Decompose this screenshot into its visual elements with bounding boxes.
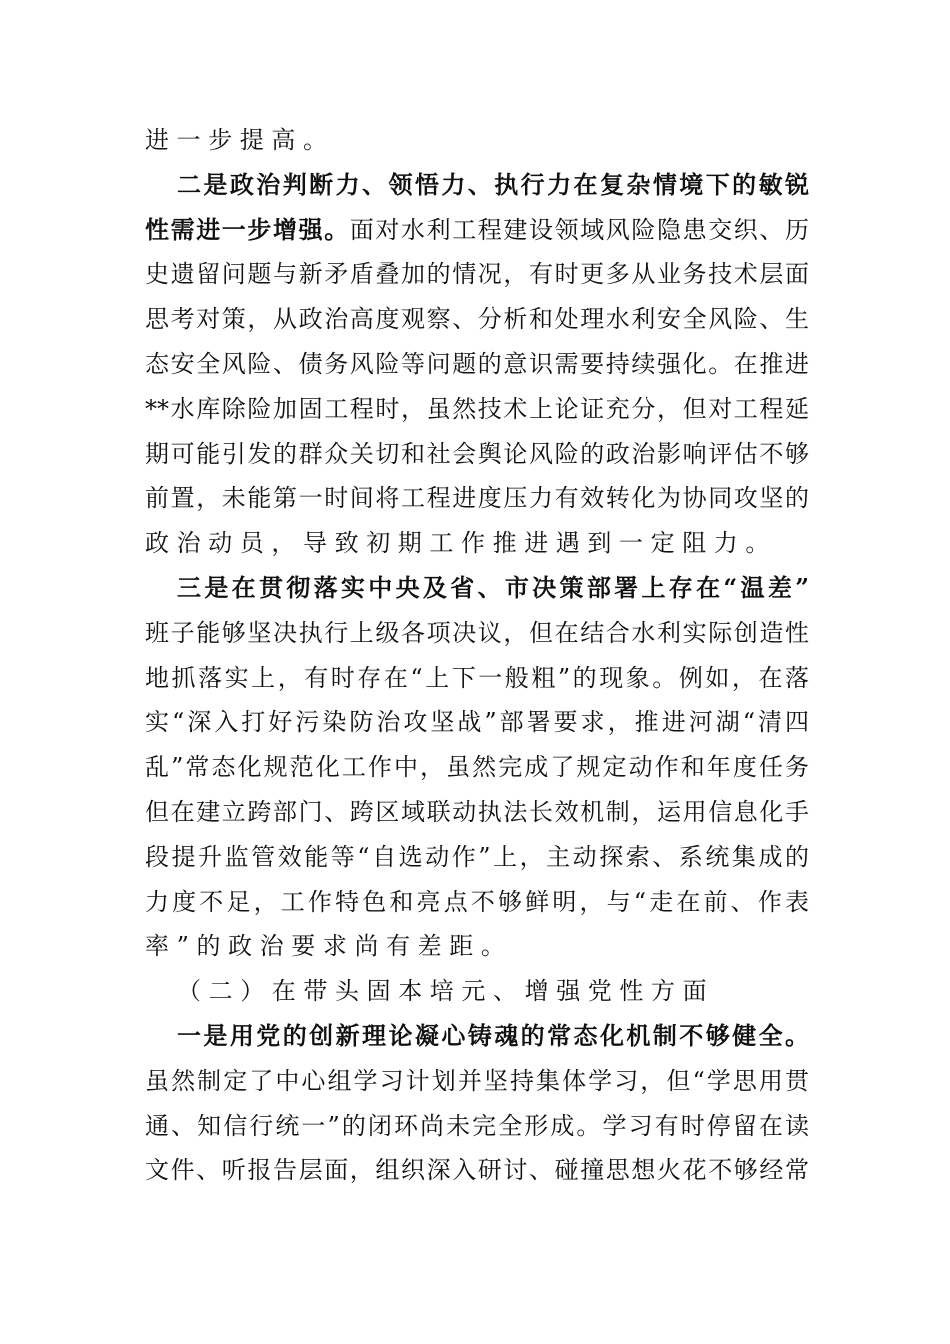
- text-line: [145, 702, 809, 742]
- body-text: 乱”常态化规范化工作中，虽然完成了规定动作和年度任务: [145, 753, 809, 782]
- body-text: 态安全风险、债务风险等问题的意识需要持续强化。在推进: [145, 350, 809, 378]
- body-text: 期可能引发的群众关切和社会舆论风险的政治影响评估不够: [145, 439, 809, 468]
- body-text: 前置，未能第一时间将工程进度压力有效转化为协同攻坚的: [145, 484, 809, 513]
- text-line: [145, 1061, 809, 1101]
- text-line: [145, 1150, 809, 1190]
- body-text: 政治动员，导致初期工作推进遇到一定阻力。: [145, 529, 777, 558]
- bold-heading-text: 二是政治判断力、领悟力、执行力在复杂情境下的敏锐: [177, 169, 809, 199]
- bold-heading-text: 三是在贯彻落实中央及省、市决策部署上存在“温差”: [177, 573, 809, 602]
- text-line: [177, 971, 809, 1011]
- text-line: [145, 210, 809, 250]
- body-text: 力度不足，工作特色和亮点不够鲜明，与“走在前、作表: [145, 887, 809, 916]
- body-text: 实“深入打好污染防治攻坚战”部署要求，推进河湖“清四: [145, 708, 809, 737]
- text-line: [145, 478, 809, 518]
- body-text: **水库除险加固工程时，虽然技术上论证充分，但对工程延: [145, 394, 809, 423]
- text-line: [145, 344, 809, 384]
- body-text: 地抓落实上，有时存在“上下一般粗”的现象。例如，在落: [145, 663, 809, 692]
- text-line: [177, 165, 809, 205]
- body-text: 进一步提高。: [145, 126, 335, 154]
- text-line: [145, 120, 809, 160]
- text-line: [145, 658, 809, 698]
- text-line: [177, 1016, 809, 1056]
- body-text: 班子能够坚决执行上级各项决议，但在结合水利实际创造性: [145, 618, 809, 647]
- text-line: [145, 523, 809, 563]
- body-text: 段提升监管效能等“自选动作”上，主动探索、系统集成的: [145, 842, 809, 871]
- text-line: [145, 613, 809, 653]
- body-text: 面对水利工程建设领域风险隐患交织、历: [349, 215, 810, 244]
- body-text: 但在建立跨部门、跨区域联动执法长效机制，运用信息化手: [145, 798, 809, 826]
- bold-heading-text: 性需进一步增强。: [145, 214, 350, 244]
- text-line: [145, 254, 809, 294]
- body-text: 率”的政治要求尚有差距。: [145, 932, 513, 961]
- text-line: [145, 926, 809, 966]
- body-text: 思考对策，从政治高度观察、分析和处理水利安全风险、生: [145, 305, 809, 334]
- text-line: [145, 299, 809, 339]
- body-text: （二）在带头固本培元、增强党性方面: [177, 977, 715, 1006]
- body-text: 文件、听报告层面，组织深入研讨、碰撞思想火花不够经常: [145, 1156, 809, 1185]
- body-text: 史遗留问题与新矛盾叠加的情况，有时更多从业务技术层面: [145, 260, 809, 289]
- text-line: [145, 747, 809, 787]
- text-line: [145, 882, 809, 922]
- body-text: 通、知信行统一”的闭环尚未完全形成。学习有时停留在读: [145, 1111, 809, 1140]
- body-text: 虽然制定了中心组学习计划并坚持集体学习，但“学思用贯: [145, 1066, 809, 1095]
- bold-heading-text: 一是用党的创新理论凝心铸魂的常态化机制不够健全。: [177, 1021, 809, 1050]
- text-line: [145, 1106, 809, 1146]
- text-line: [145, 792, 809, 832]
- text-line: [145, 837, 809, 877]
- text-line: [145, 434, 809, 474]
- text-line: [145, 389, 809, 429]
- text-line: [177, 568, 809, 608]
